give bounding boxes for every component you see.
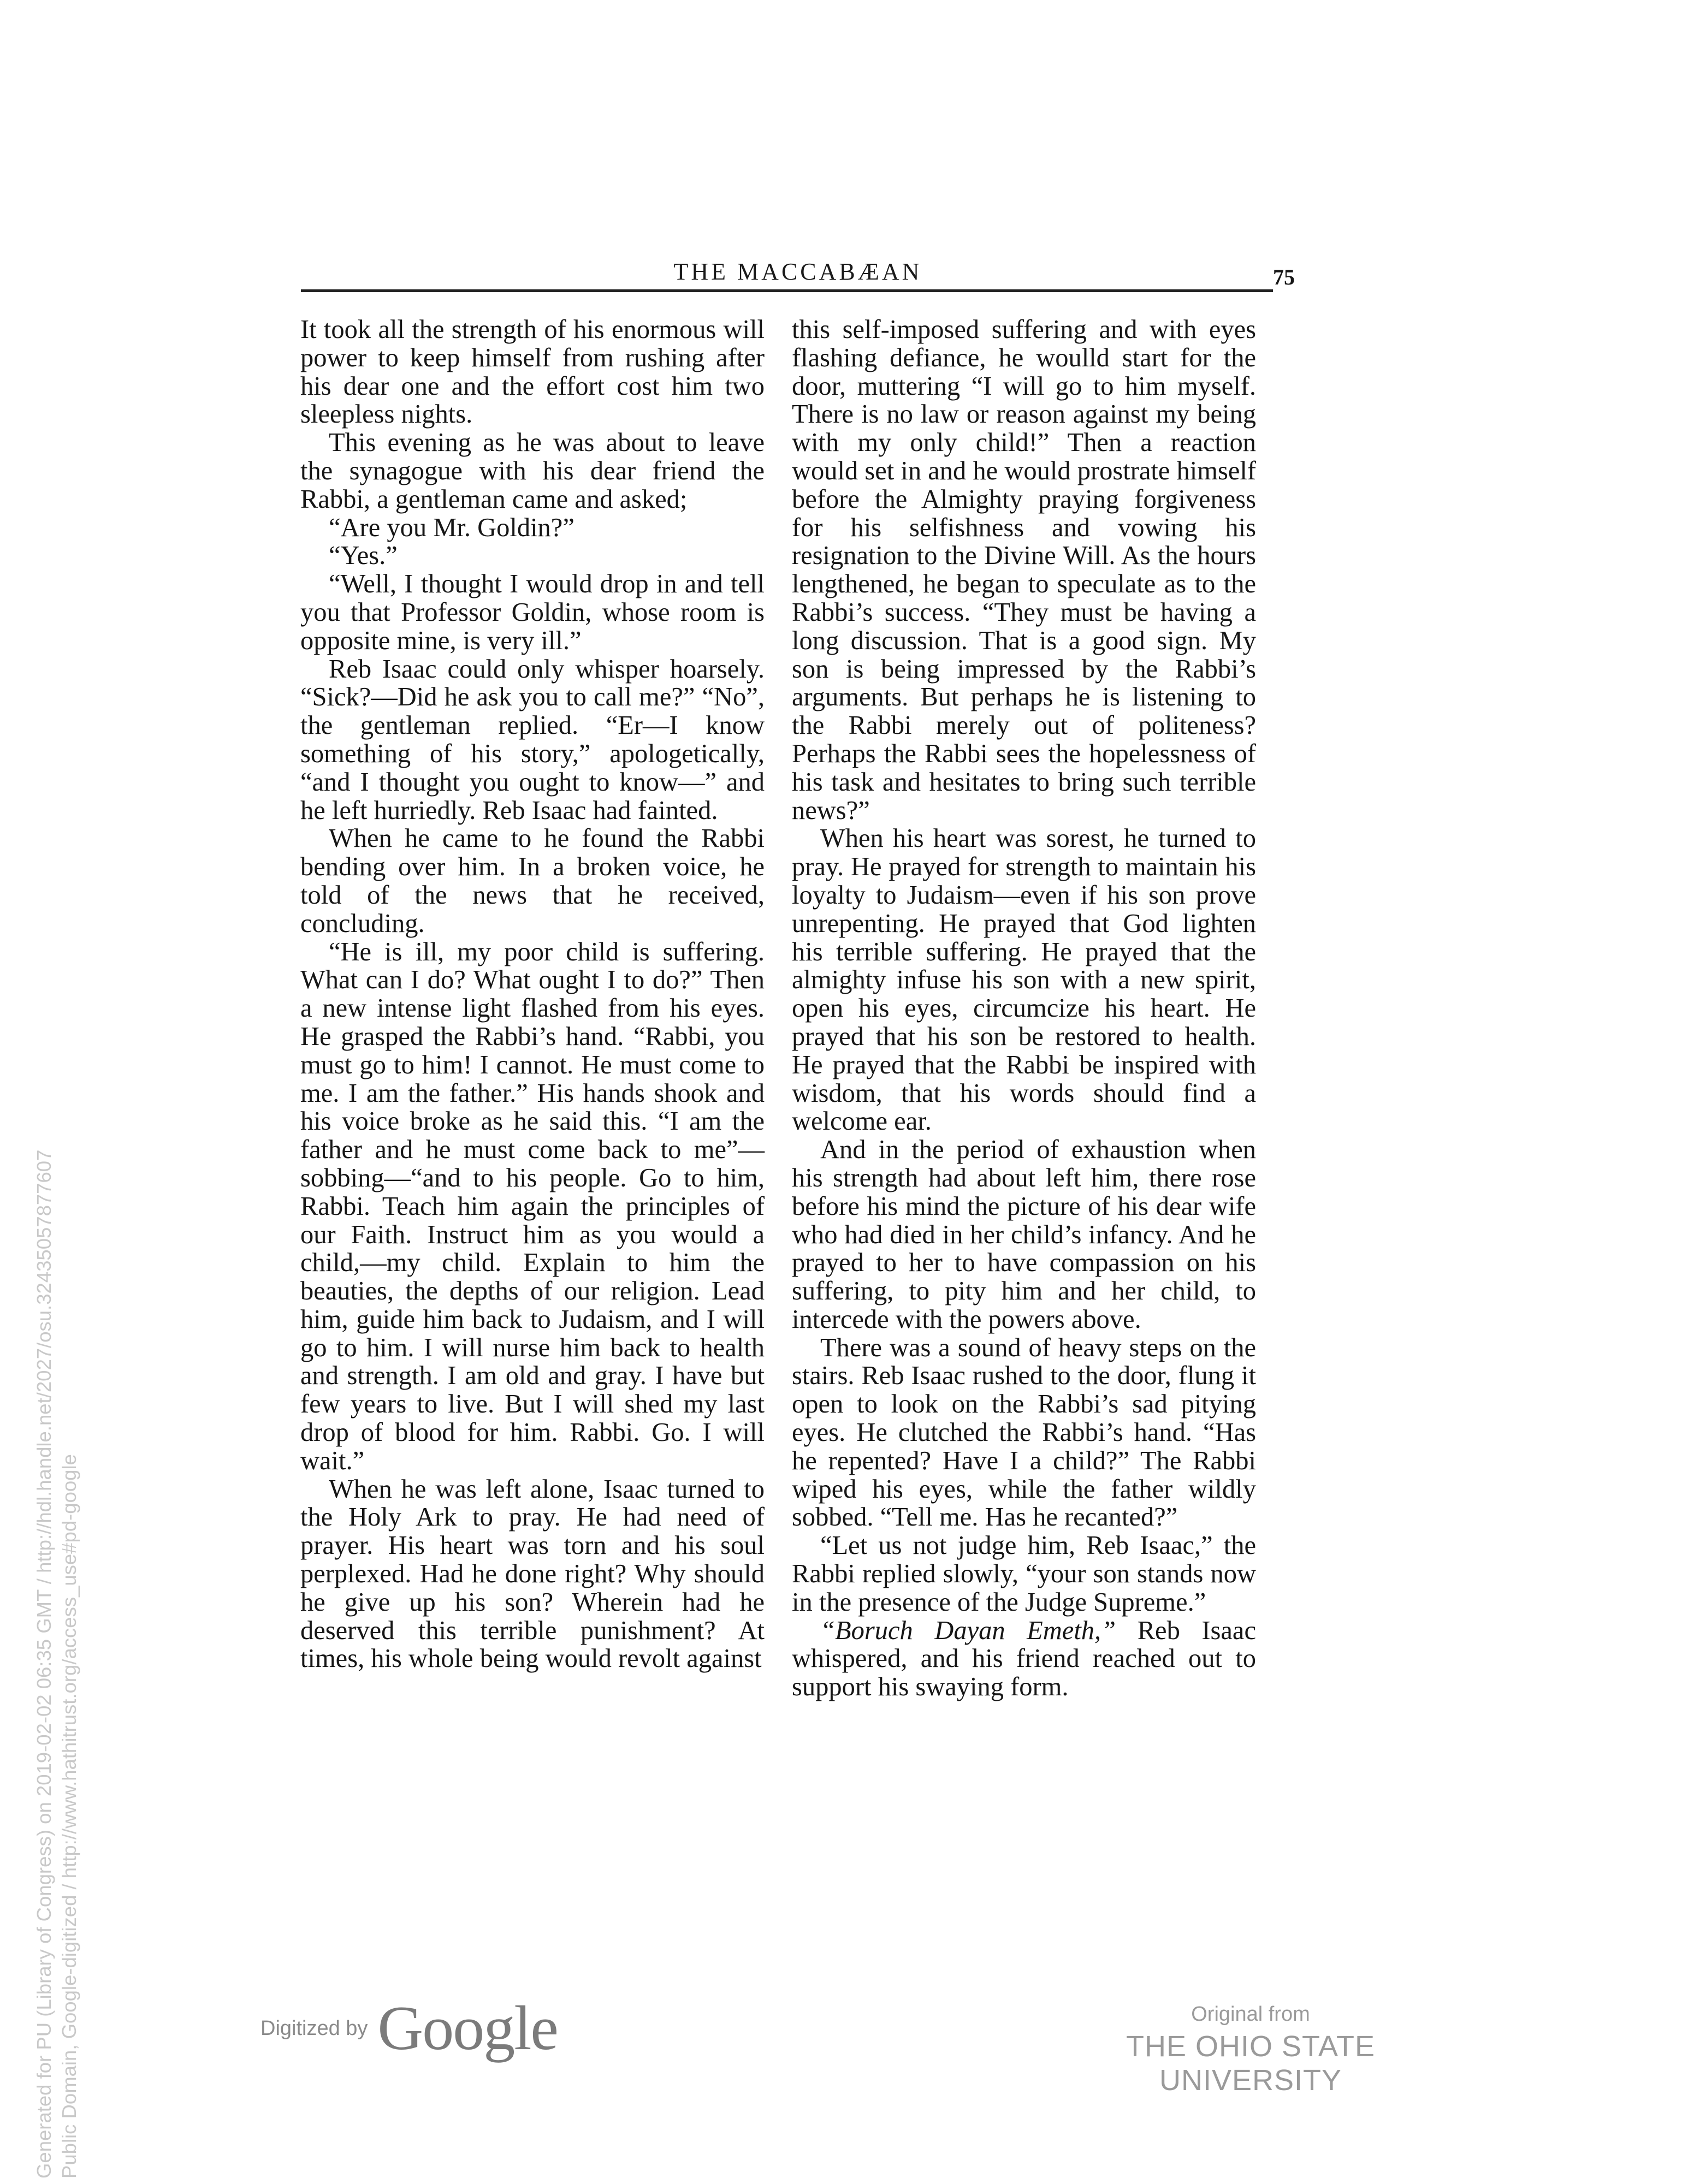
paragraph: When he was left alone, Isaac turned to the Holy Ark to pray. He had need of prayer. His heart was torn and his soul perplexed. Had he done right? Why should he give up his son? Wherein had he deserved this terrible punishment? At times, his whole being would revolt against: [300, 1474, 765, 1673]
paragraph: “Are you Mr. Goldin?”: [329, 513, 574, 542]
paragraph: When he came to he found the Rabbi bending over him. In a broken voice, he told of the news that he received, concluding.: [300, 824, 765, 938]
digitized-by-label: Digitized by: [260, 2016, 368, 2040]
paragraph: It took all the strength of his enormous will power to keep himself from rushing after his dear one and the effort cost him two sleepless nights.: [300, 315, 765, 429]
paragraph: “Well, I thought I would drop in and tell you that Professor Goldin, whose room is opposite mine, is very ill.”: [300, 569, 765, 655]
google-logo: Google: [377, 1993, 558, 2063]
left-column: [300, 316, 765, 1673]
paragraph: This evening as he was about to leave the synagogue with his dear friend the Rabbi, a gentleman came and asked;: [300, 428, 765, 514]
paragraph: There was a sound of heavy steps on the stairs. Reb Isaac rushed to the door, flung it open to look on the Rabbi’s sad pitying eyes. He clutched the Rabbi’s hand. “Has he repented? Have I a child?” The Rabbi wiped his eyes, while the father wildly sobbed. “Tell me. Has he recanted?”: [792, 1333, 1256, 1532]
right-column: [792, 316, 1256, 1701]
running-title: THE MACCABÆAN: [673, 258, 922, 285]
university-name: THE OHIO STATE UNIVERSITY: [1126, 2030, 1376, 2097]
header-rule: [301, 289, 1273, 292]
stamp-line-1: Generated for PU (Library of Congress) on 2019-02-02 06:35 GMT / http://hdl.handle.net/2027/osu.32435057877607: [33, 1149, 55, 2179]
closing-text: Reb Isaac whispered, and his friend reached out to support his swaying form.: [792, 1616, 1256, 1702]
paragraph: “He is ill, my poor child is suffering. What can I do? What ought I to do?” Then a new intense light flashed from his eyes. He grasped the Rabbi’s hand. “Rabbi, you must go to him! I cannot. He must come to me. I am the father.” His hands shook and his voice broke as he said this. “I am the father and he must come back to me”—sobbing—“and to his people. Go to him, Rabbi. Teach him again the principles of our Faith. Instruct him as you would a child,—my child. Explain to him the beauties, the depths of our religion. Lead him, guide him back to Judaism, and I will go to him. I will nurse him back to health and strength. I am old and gray. I have but few years to live. But I will shed my last drop of blood for him. Rabbi. Go. I will wait.”: [300, 937, 765, 1475]
hathitrust-stamp: [32, 803, 82, 2179]
paragraph: And in the period of exhaustion when his strength had about left him, there rose before his mind the picture of his dear wife who had died in her child’s infancy. And he prayed to her to have compassion on his suffering, to pity him and her child, to intercede with the powers above.: [792, 1135, 1256, 1334]
page-header: [301, 256, 1295, 294]
original-from-label: Original from: [1191, 2003, 1310, 2026]
paragraph: Reb Isaac could only whisper hoarsely. “Sick?—Did he ask you to call me?” “No”, the gentleman replied. “Er—I know something of his story,” apologetically, “and I thought you ought to know—” and he left hurriedly. Reb Isaac had fainted.: [300, 654, 765, 825]
digitized-by-google: [260, 1993, 558, 2063]
paragraph: this self-imposed suffering and with eyes flashing defiance, he woulld start for the door, muttering “I will go to him myself. There is no law or reason against my being with my only child!” Then a reaction would set in and he would prostrate himself before the Almighty praying forgiveness for his selfishness and vowing his resignation to the Divine Will. As the hours lengthened, he began to speculate as to the Rabbi’s success. “They must be having a long discussion. That is a good sign. My son is being impressed by the Rabbi’s arguments. But perhaps he is listening to the Rabbi merely out of politeness? Perhaps the Rabbi sees the hopelessness of his task and hesitates to bring such terrible news?”: [792, 315, 1256, 825]
closing-italic-phrase: “Boruch Dayan Emeth,”: [820, 1616, 1116, 1645]
page-number: 75: [1273, 265, 1295, 289]
paragraph: When his heart was sorest, he turned to pray. He prayed for strength to maintain his loyalty to Judaism—even if his son prove unrepenting. He prayed that God lighten his terrible suffering. He prayed that the almighty infuse his son with a new spirit, open his eyes, circumcize his heart. He prayed that his son be restored to health. He prayed that the Rabbi be inspired with wisdom, that his words should find a welcome ear.: [792, 824, 1256, 1136]
paragraph: “Yes.”: [329, 541, 398, 571]
stamp-line-2: Public Domain, Google-digitized / http://www.hathitrust.org/access_use#pd-google: [58, 1454, 80, 2179]
paragraph: “Let us not judge him, Reb Isaac,” the Rabbi replied slowly, “your son stands now in the presence of the Judge Supreme.”: [792, 1531, 1256, 1617]
closing-paragraph: [792, 1617, 1256, 1701]
original-from-notice: [1054, 2003, 1447, 2097]
